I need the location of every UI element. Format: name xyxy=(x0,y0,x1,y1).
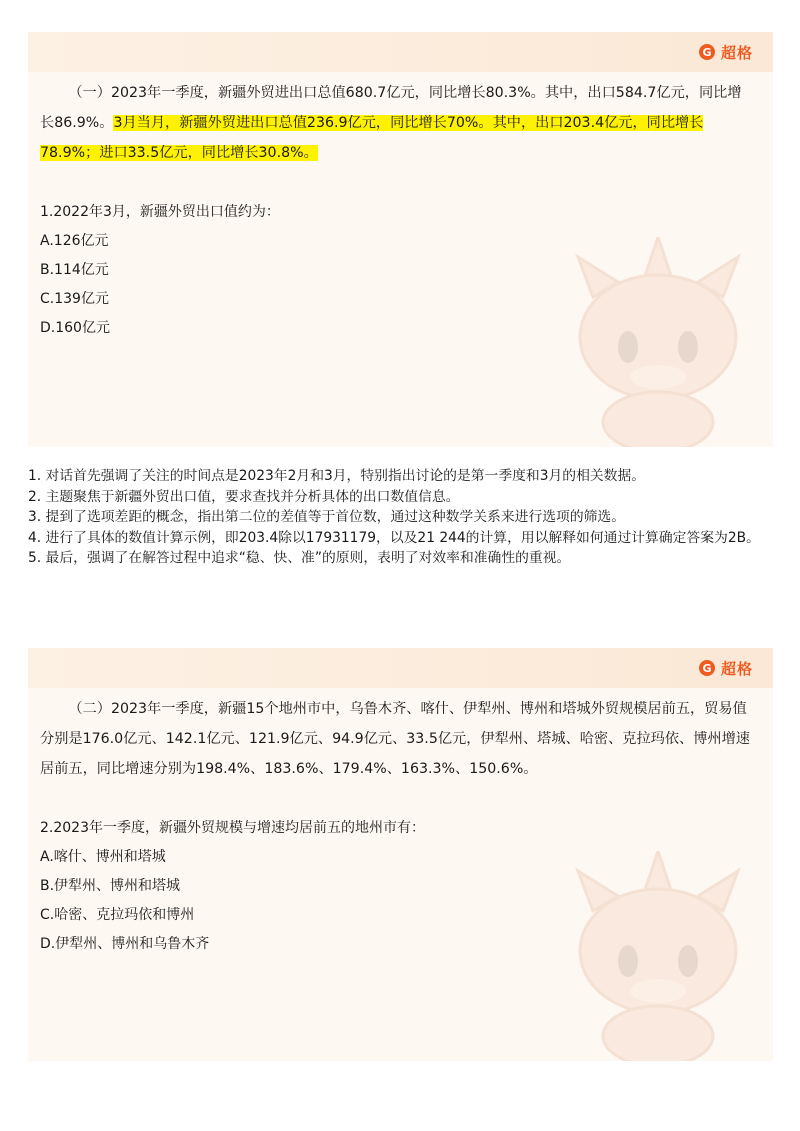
unicorn-mascot-icon xyxy=(563,237,753,447)
note-item: 3. 提到了选项差距的概念，指出第二位的差值等于首位数，通过这种数学关系来进行选项的筛选。 xyxy=(28,509,626,525)
brand-g-icon: G xyxy=(699,44,715,60)
passage-text xyxy=(28,72,773,168)
question-card-2 xyxy=(28,648,773,1061)
brand-g-icon: G xyxy=(699,660,715,676)
brand-logo xyxy=(699,658,753,678)
brand-name: 超格 xyxy=(720,43,753,62)
option-c[interactable]: C.139亿元 xyxy=(40,291,109,307)
brand-logo xyxy=(699,42,753,62)
note-item: 2. 主题聚焦于新疆外贸出口值，要求查找并分析具体的出口数值信息。 xyxy=(28,488,460,505)
option-a[interactable]: A.126亿元 xyxy=(40,233,109,249)
question-stem: 1.2022年3月，新疆外贸出口值约为： xyxy=(40,204,280,220)
option-b[interactable]: B.114亿元 xyxy=(40,262,109,278)
option-d[interactable]: D.160亿元 xyxy=(40,320,110,336)
option-d[interactable]: D.伊犁州、博州和乌鲁木齐 xyxy=(40,936,210,952)
summary-notes xyxy=(28,466,773,569)
card-header xyxy=(28,32,773,72)
note-item: 5. 最后，强调了在解答过程中追求“稳、快、准”的原则，表明了对效率和准确性的重视。 xyxy=(28,550,571,566)
unicorn-mascot-icon xyxy=(563,851,753,1061)
question-stem: 2.2023年一季度，新疆外贸规模与增速均居前五的地州市有： xyxy=(40,820,425,836)
note-item: 4. 进行了具体的数值计算示例，即203.4除以17931179，以及21 244的计算，用以解释如何通过计算确定答案为2B。 xyxy=(28,529,760,546)
passage-highlight: 3月当月，新疆外贸进出口总值236.9亿元，同比增长70%。其中，出口203.4亿元，同比增长78.9%；进口33.5亿元，同比增长30.8%。 xyxy=(40,115,704,161)
card-header xyxy=(28,648,773,688)
option-a[interactable]: A.喀什、博州和塔城 xyxy=(40,849,166,865)
passage-text: （二）2023年一季度，新疆15个地州市中，乌鲁木齐、喀什、伊犁州、博州和塔城外贸规模居前五，贸易值分别是176.0亿元、142.1亿元、121.9亿元、94.9亿元、33.5亿元，伊犁州、塔城、哈密、克拉玛依、博州增速居前五，同比增速分别为198.4%、183.6%、179.4%、163.3%、150.6%。 xyxy=(40,701,750,777)
brand-name: 超格 xyxy=(720,659,753,678)
option-b[interactable]: B.伊犁州、博州和塔城 xyxy=(40,878,181,894)
note-item: 1. 对话首先强调了关注的时间点是2023年2月和3月，特别指出讨论的是第一季度和3月的相关数据。 xyxy=(28,468,646,484)
question-card-1 xyxy=(28,32,773,447)
option-c[interactable]: C.哈密、克拉玛依和博州 xyxy=(40,907,195,923)
passage-plain: （一）2023年一季度，新疆外贸进出口总值680.7亿元，同比增长80.3%。其中，出口584.7亿元，同比增长86.9%。 xyxy=(40,85,742,131)
